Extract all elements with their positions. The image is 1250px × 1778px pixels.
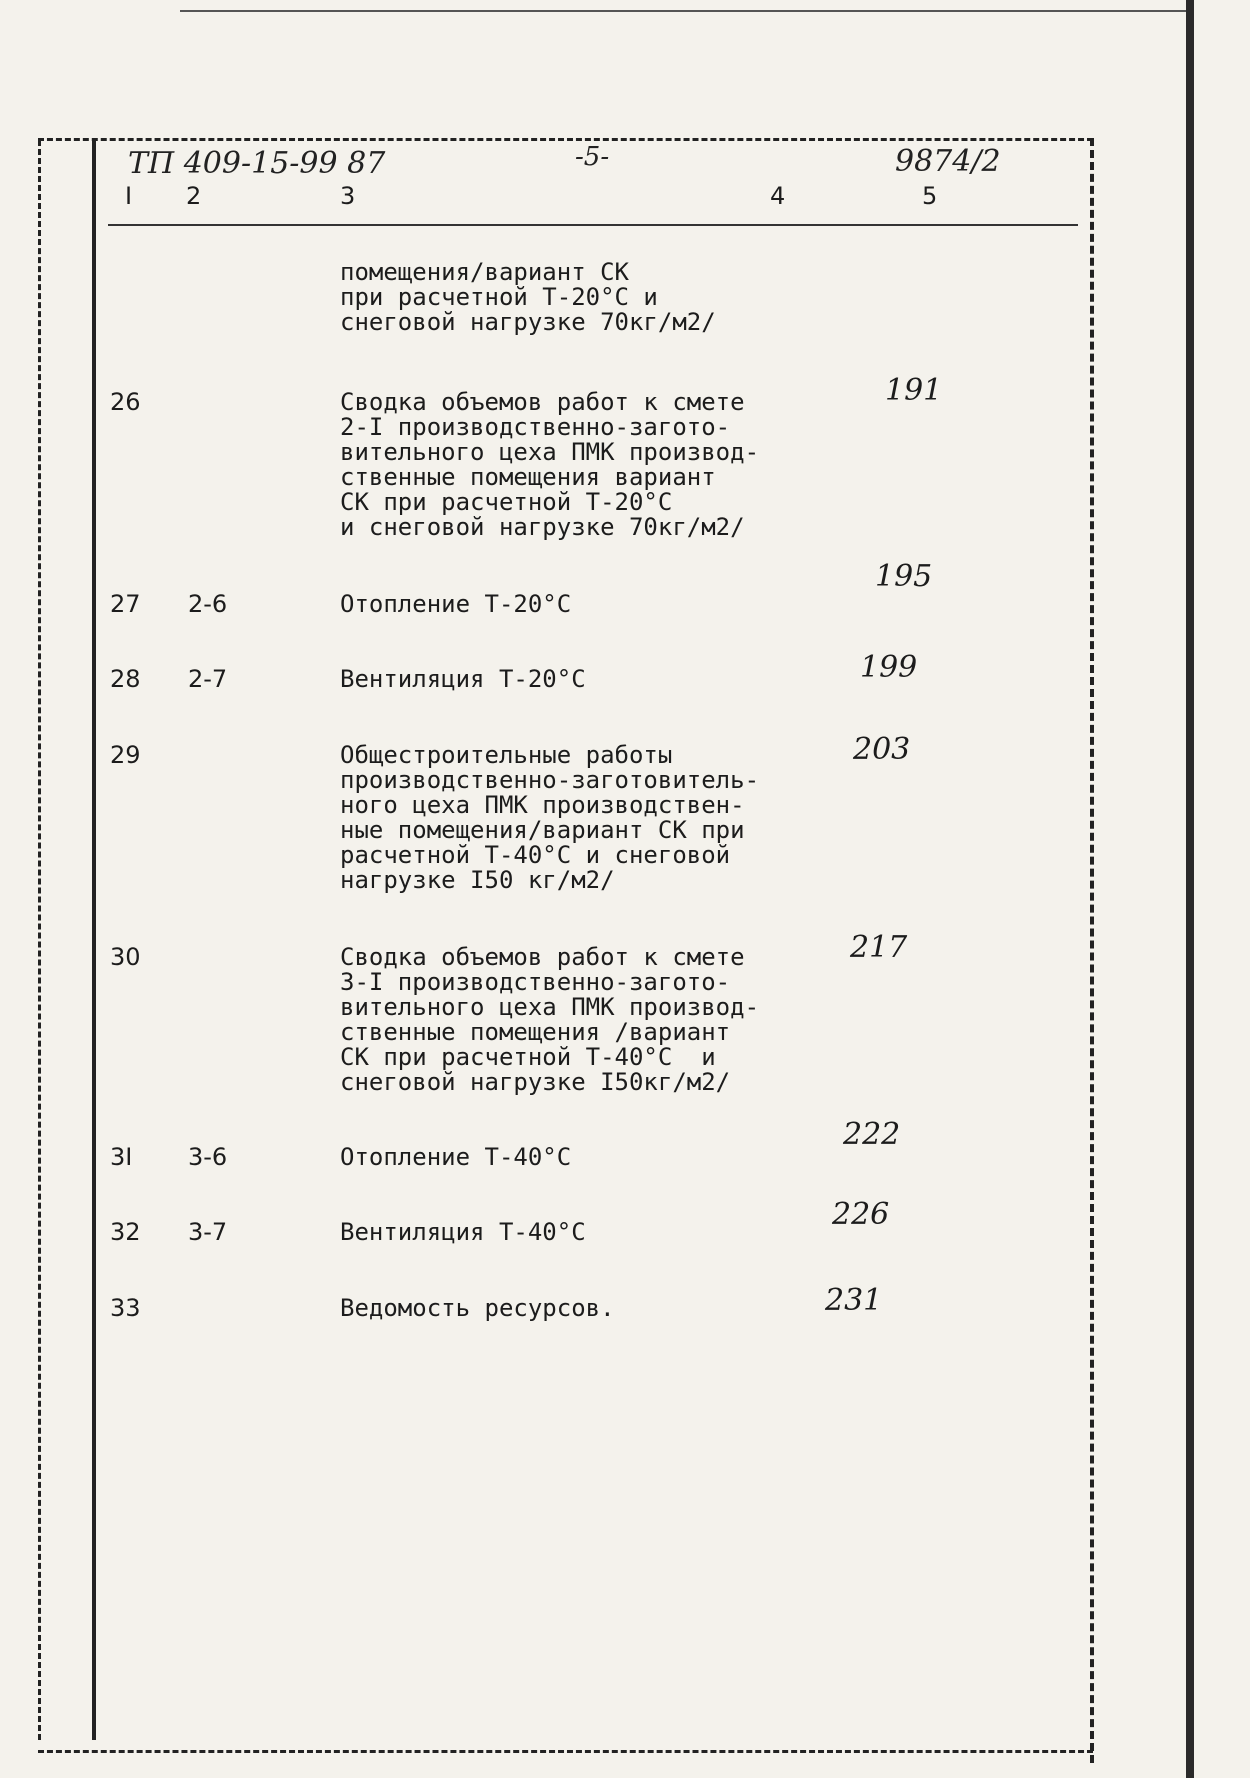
table-row-text: Отопление Т-40°С — [340, 1143, 572, 1171]
table-row-text: Общестроительные работы производственно-заготовитель- ного цеха ПМК производствен- ные помещения/вариант СК при расчетной Т-40°С и снеговой нагрузке I50 кг/м2/ — [340, 741, 760, 894]
frame-left-border — [38, 140, 41, 1740]
row-code: 3-6 — [188, 1143, 228, 1171]
table-row-text: Сводка объемов работ к смете 2-I производственно-загото- вительного цеха ПМК производ- ственные помещения вариант СК при расчетной Т-20°С и снеговой нагрузке 70кг/м2/ — [340, 388, 760, 541]
header-rule — [108, 224, 1078, 226]
sheet-number: 9874/2 — [895, 144, 1001, 179]
frame-bottom-border — [38, 1750, 1093, 1753]
row-code: 2-6 — [188, 590, 228, 618]
page-mark: -5- — [575, 142, 610, 172]
page-edge-top — [180, 10, 1190, 12]
column-number-5: 5 — [922, 182, 938, 210]
row-number: 3I — [110, 1143, 133, 1171]
document-code: ТП 409-15-99 87 — [128, 146, 386, 181]
row-page: 191 — [885, 373, 943, 408]
table-row-text: Вентиляция Т-40°С — [340, 1218, 586, 1246]
table-row-text: Сводка объемов работ к смете 3-I производственно-загото- вительного цеха ПМК производ- ственные помещения /вариант СК при расчетной Т-40°С и снеговой нагрузке I50кг/м2/ — [340, 943, 760, 1096]
column-number-2: 2 — [186, 182, 202, 210]
row-number: 33 — [110, 1294, 141, 1322]
row-number: 28 — [110, 665, 141, 693]
table-row-text: Ведомость ресурсов. — [340, 1294, 615, 1322]
table-row-text: помещения/вариант СК при расчетной Т-20°С и снеговой нагрузке 70кг/м2/ — [340, 258, 716, 336]
row-page: 231 — [825, 1283, 883, 1318]
row-number: 26 — [110, 388, 141, 416]
column-number-3: 3 — [340, 182, 356, 210]
row-number: 29 — [110, 741, 141, 769]
table-row-text: Отопление Т-20°С — [340, 590, 572, 618]
column-number-4: 4 — [770, 182, 786, 210]
column-number-1: I — [125, 182, 133, 210]
row-number: 30 — [110, 943, 141, 971]
row-number: 27 — [110, 590, 141, 618]
row-code: 3-7 — [188, 1218, 228, 1246]
row-code: 2-7 — [188, 665, 228, 693]
row-page: 195 — [875, 559, 933, 594]
row-page: 199 — [860, 650, 918, 685]
row-page: 217 — [850, 930, 908, 965]
page-edge-right — [1186, 0, 1194, 1778]
row-page: 226 — [832, 1197, 890, 1232]
row-page: 222 — [843, 1117, 901, 1152]
frame-top-border — [38, 138, 1093, 141]
row-number: 32 — [110, 1218, 141, 1246]
table-row-text: Вентиляция Т-20°С — [340, 665, 586, 693]
row-page: 203 — [853, 732, 911, 767]
frame-inner-left-border — [92, 140, 96, 1740]
frame-right-border — [1090, 138, 1094, 1763]
